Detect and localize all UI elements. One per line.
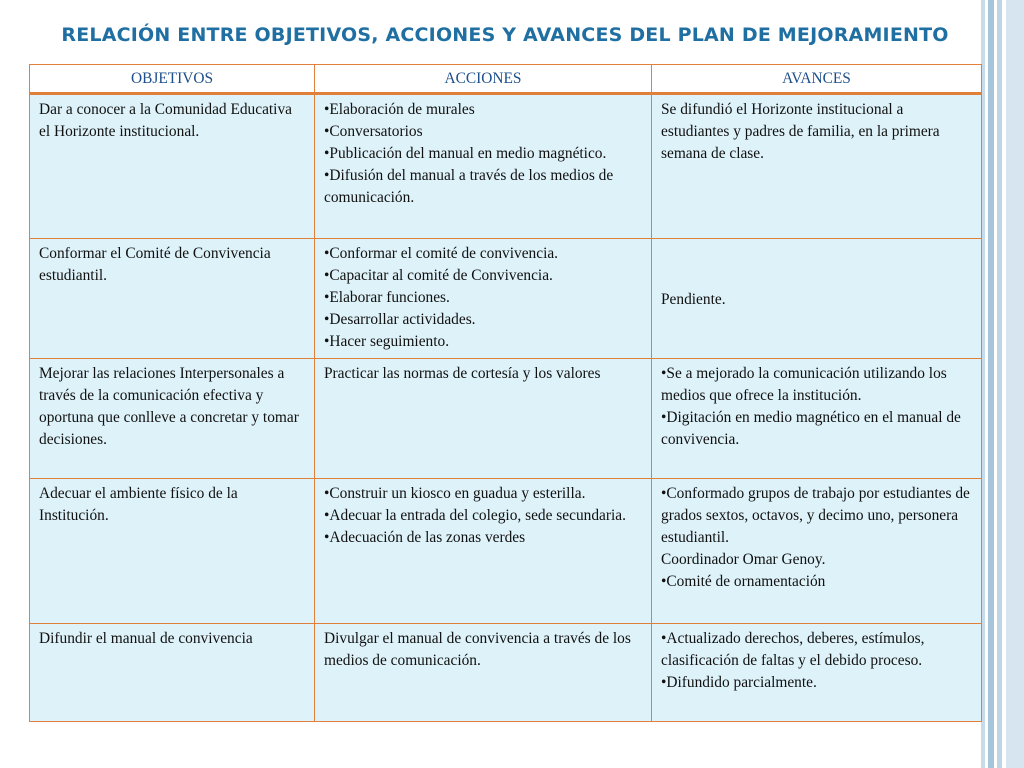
table-row [30,239,982,359]
table-row [30,94,982,239]
table-row [30,359,982,479]
acciones-cell [315,94,652,239]
accion-item: •Conversatorios [324,123,423,140]
accion-item: Practicar las normas de cortesía y los valores [324,365,601,382]
table-header-row [30,65,982,94]
avance-item: •Actualizado derechos, deberes, estímulos, clasificación de faltas y el debido proceso. [661,630,925,669]
accion-item: •Elaborar funciones. [324,289,450,306]
improvement-plan-table [29,64,982,722]
accion-item: •Adecuar la entrada del colegio, sede secundaria. [324,507,626,524]
objetivo-cell: Adecuar el ambiente físico de la Institución. [30,479,315,624]
header-objetivos: OBJETIVOS [30,65,315,94]
accion-item: Divulgar el manual de convivencia a través de los medios de comunicación. [324,630,631,669]
avances-cell [652,479,982,624]
avance-item: •Comité de ornamentación [661,573,826,590]
avance-item: •Digitación en medio magnético en el manual de convivencia. [661,409,961,448]
avance-item: Se difundió el Horizonte institucional a estudiantes y padres de familia, en la primera semana de clase. [661,101,940,162]
avance-item: •Se a mejorado la comunicación utilizando los medios que ofrece la institución. [661,365,947,404]
avances-cell [652,94,982,239]
avance-item: •Difundido parcialmente. [661,674,817,691]
accion-item: •Publicación del manual en medio magnético. [324,145,607,162]
objetivo-cell: Conformar el Comité de Convivencia estudiantil. [30,239,315,359]
avance-item: •Conformado grupos de trabajo por estudiantes de grados sextos, octavos, y decimo uno, personera estudiantil. [661,485,970,546]
avances-cell [652,624,982,722]
avances-cell [652,239,982,359]
objetivo-cell: Dar a conocer a la Comunidad Educativa el Horizonte institucional. [30,94,315,239]
avance-item: Pendiente. [661,290,726,308]
avances-cell [652,359,982,479]
acciones-cell [315,359,652,479]
header-avances: AVANCES [652,65,982,94]
header-acciones: ACCIONES [315,65,652,94]
page-title: RELACIÓN ENTRE OBJETIVOS, ACCIONES Y AVANCES DEL PLAN DE MEJORAMIENTO [61,24,949,46]
decorative-side-stripes [978,0,1024,768]
accion-item: •Elaboración de murales [324,101,475,118]
objetivo-cell: Mejorar las relaciones Interpersonales a través de la comunicación efectiva y oportuna que conlleve a concretar y tomar decisiones. [30,359,315,479]
accion-item: •Capacitar al comité de Convivencia. [324,267,553,284]
acciones-cell [315,624,652,722]
table-row [30,479,982,624]
accion-item: •Difusión del manual a través de los medios de comunicación. [324,167,614,206]
acciones-cell [315,239,652,359]
objetivo-cell: Difundir el manual de convivencia [30,624,315,722]
table-row [30,624,982,722]
accion-item: •Hacer seguimiento. [324,333,450,350]
accion-item: •Adecuación de las zonas verdes [324,529,526,546]
accion-item: •Conformar el comité de convivencia. [324,245,559,262]
accion-item: •Construir un kiosco en guadua y esterilla. [324,485,586,502]
accion-item: •Desarrollar actividades. [324,311,476,328]
acciones-cell [315,479,652,624]
avance-item: Coordinador Omar Genoy. [661,551,826,568]
